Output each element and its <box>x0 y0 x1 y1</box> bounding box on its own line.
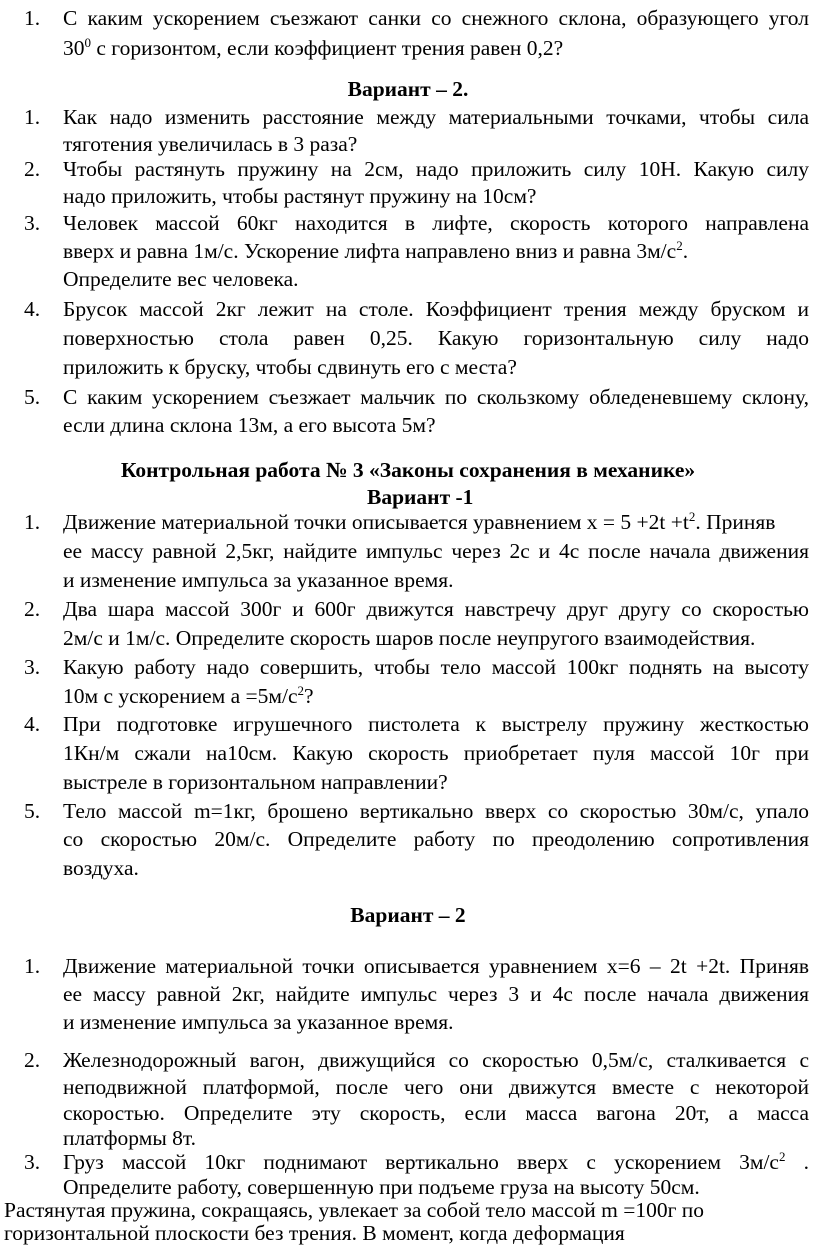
question-text: Определите вес человека. <box>63 267 299 291</box>
section-heading: Контрольная работа № 3 «Законы сохранения в механике» <box>120 458 696 482</box>
question-text: воздуха. <box>63 856 139 880</box>
question-number: 3. <box>24 1150 41 1174</box>
question-number: 2. <box>24 1048 41 1072</box>
question-text: Движение материальной точки описывается уравнением x=6 – 2t +2t. Приняв <box>63 954 809 978</box>
question-text: ее массу равной 2,5кг, найдите импульс через 2с и 4с после начала движения <box>63 539 809 563</box>
question-number: 1. <box>24 6 41 30</box>
question-text: и изменение импульса за указанное время. <box>63 568 454 592</box>
question-number: 1. <box>24 954 41 978</box>
question-number: 2. <box>24 597 41 621</box>
question-number: 5. <box>24 385 41 409</box>
question-text: Тело массой m=1кг, брошено вертикально вверх со скоростью 30м/с, упало <box>63 799 809 823</box>
question-text: Какую работу надо совершить, чтобы тело массой 100кг поднять на высоту <box>63 655 809 679</box>
question-text: поверхностью стола равен 0,25. Какую горизонтальную силу надо <box>63 326 809 350</box>
question-number: 4. <box>24 712 41 736</box>
superscript: 2 <box>297 683 305 698</box>
question-text: выстреле в горизонтальном направлении? <box>63 770 448 794</box>
question-text: 1Кн/м сжали на10см. Какую скорость приобретает пуля массой 10г при <box>63 741 809 765</box>
question-text: Два шара массой 300г и 600г движутся навстречу друг другу со скоростью <box>63 597 809 621</box>
paragraph-text: Растянутая пружина, сокращаясь, увлекает за собой тело массой m =100г по <box>4 1198 705 1222</box>
question-text: со скоростью 20м/с. Определите работу по преодолению сопротивления <box>63 827 809 851</box>
question-text: При подготовке игрушечного пистолета к выстрелу пружину жесткостью <box>63 712 809 736</box>
question-text: ее массу равной 2кг, найдите импульс через 3 и 4с после начала движения <box>63 982 809 1006</box>
question-text: надо приложить, чтобы растянут пружину на 10см? <box>63 184 537 208</box>
question-number: 3. <box>24 655 41 679</box>
question-text: неподвижной платформой, после чего они движутся вместе с некоторой <box>63 1075 809 1099</box>
variant-heading: Вариант – 2 <box>350 903 466 927</box>
question-text: 2м/с и 1м/с. Определите скорость шаров после неупругого взаимодействия. <box>63 626 756 650</box>
variant-heading: Вариант – 2. <box>347 77 469 101</box>
question-text: платформы 8т. <box>63 1126 197 1150</box>
question-number: 1. <box>24 510 41 534</box>
question-text: вверх и равна 1м/с. Ускорение лифта направлено вниз и равна $3м/с^2$. <box>63 238 689 263</box>
question-text: $30^0$ с горизонтом, если коэффициент трения равен 0,2? <box>63 35 564 60</box>
question-text: Груз массой 10кг поднимают вертикально вверх с ускорением $3м/с^2$ . <box>63 1149 809 1174</box>
paragraph-text: горизонтальной плоскости без трения. В момент, когда деформация <box>4 1221 625 1245</box>
question-text: приложить к бруску, чтобы сдвинуть его с места? <box>63 355 517 379</box>
question-text: и изменение импульса за указанное время. <box>63 1010 454 1034</box>
question-number: 3. <box>24 211 41 235</box>
question-text: 10м с ускорением $a =5м/с^2$? <box>63 683 314 708</box>
question-number: 5. <box>24 799 41 823</box>
question-text: Как надо изменить расстояние между материальными точками, чтобы сила <box>63 105 809 129</box>
question-text: Чтобы растянуть пружину на 2см, надо приложить силу 10Н. Какую силу <box>63 157 809 181</box>
question-text: С каким ускорением съезжают санки со снежного склона, образующего угол <box>63 6 809 30</box>
question-text: С каким ускорением съезжает мальчик по скользкому обледеневшему склону, <box>63 385 809 409</box>
question-text: Брусок массой 2кг лежит на столе. Коэффициент трения между бруском и <box>63 297 809 321</box>
superscript: 2 <box>778 1149 786 1164</box>
question-text: Движение материальной точки описывается уравнением $x = 5 +2t +t^2$. Приняв <box>63 509 776 534</box>
question-number: 4. <box>24 297 41 321</box>
question-text: тяготения увеличилась в 3 раза? <box>63 132 358 156</box>
superscript: 2 <box>688 509 696 524</box>
question-text: Железнодорожный вагон, движущийся со скоростью 0,5м/с, сталкивается с <box>63 1048 809 1072</box>
question-text: Человек массой 60кг находится в лифте, скорость которого направлена <box>63 211 809 235</box>
question-number: 2. <box>24 157 41 181</box>
question-text: скоростью. Определите эту скорость, если масса вагона 20т, а масса <box>63 1101 809 1125</box>
superscript: 0 <box>84 35 91 50</box>
superscript: 2 <box>676 238 683 253</box>
question-number: 1. <box>24 105 41 129</box>
variant-heading: Вариант -1 <box>367 485 474 509</box>
question-text: Определите работу, совершенную при подъеме груза на высоту 50см. <box>63 1175 700 1199</box>
question-text: если длина склона 13м, а его высота 5м? <box>63 413 436 437</box>
